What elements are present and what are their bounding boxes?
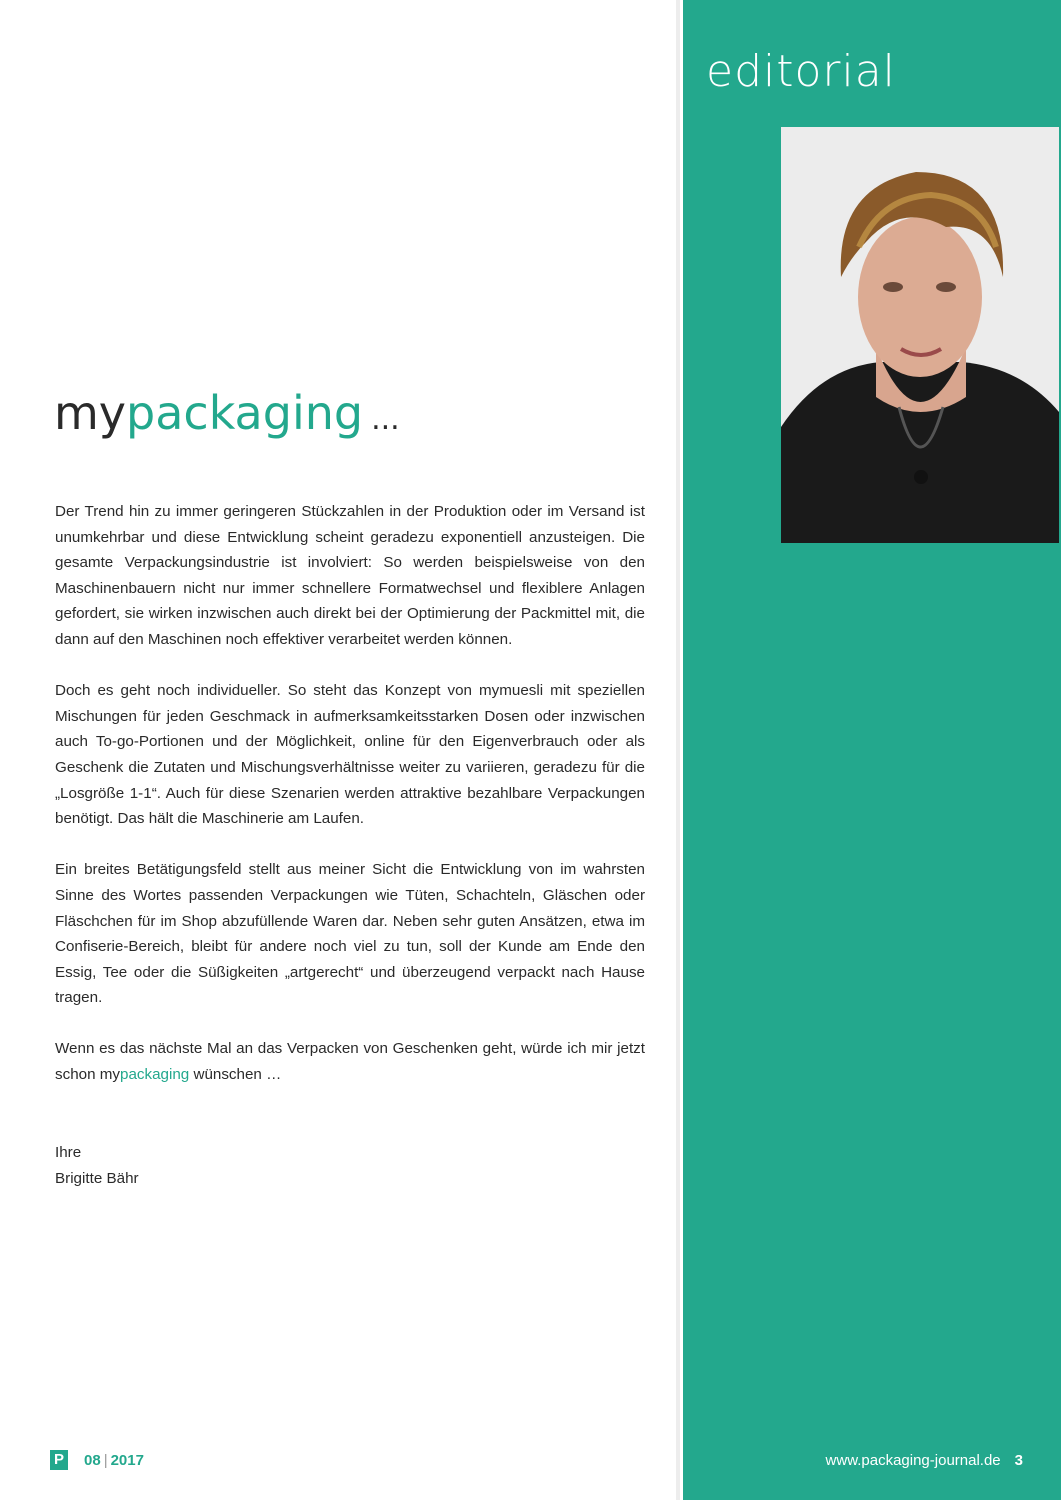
closing-end: wünschen …: [189, 1066, 282, 1084]
closing-text: Wenn es das nächste Mal an das Verpacken von Geschenken geht, würde ich mir jetzt schon my: [55, 1040, 645, 1084]
page-number: 3: [1014, 1452, 1023, 1469]
closing-paragraph: [55, 1036, 645, 1087]
footer-issue: [50, 1450, 144, 1470]
section-title: editorial: [706, 46, 896, 97]
article-body: [55, 499, 645, 1113]
signoff-greeting: Ihre: [55, 1144, 82, 1161]
page-divider: [676, 0, 680, 1500]
headline-accent: packaging: [126, 386, 364, 440]
website-link[interactable]: www.packaging-journal.de: [825, 1452, 1001, 1469]
closing-accent: packaging: [120, 1066, 190, 1084]
paragraph: Ein breites Betätigungsfeld stellt aus meiner Sicht die Entwicklung von im wahrsten Sinne des Wortes passenden Verpackungen wie Tüten, Schachteln, Gläschen oder Fläschchen für im Shop abzufüllende Waren dar. Neben sehr guten Ansätzen, etwa im Confiserie-Bereich, bleibt für andere noch viel zu tun, soll der Kunde am Ende den Essig, Tee oder die Süßigkeiten „artgerecht“ und überzeugend verpackt nach Hause tragen.: [55, 861, 645, 1007]
signoff: [55, 1140, 139, 1191]
footer-site: [826, 1452, 1023, 1469]
paragraph: Der Trend hin zu immer geringeren Stückzahlen in der Produktion oder im Versand ist unumkehrbar und diese Entwicklung scheint geradezu exponentiell anzusteigen. Die gesamte Verpackungsindustrie ist involviert: So werden beispielsweise von den Maschinenbauern nicht nur immer schnellere Formatwechsel und flexiblere Anlagen gefordert, sie wirken inzwischen auch direkt bei der Optimierung der Packmittel mit, die dann auf den Maschinen noch effektiver verarbeitet werden können.: [55, 503, 645, 648]
headline-prefix: my: [54, 386, 127, 440]
issue-separator: |: [103, 1451, 108, 1469]
article-headline: [54, 383, 400, 450]
issue-year: 2017: [110, 1451, 144, 1469]
author-name: Brigitte Bähr: [55, 1169, 139, 1187]
issue-month: 08: [84, 1451, 101, 1469]
paragraph: Doch es geht noch individueller. So steht das Konzept von mymuesli mit speziellen Mischungen für jeden Geschmack in aufmerksamkeitsstarken Dosen oder inzwischen auch To-go-Portionen und der Möglichkeit, online für den Eigenverbrauch oder als Geschenk die Zutaten und Mischungsverhältnisse weiter zu variieren, geradezu für die „Losgröße 1-1“. Auch für diese Szenarien werden attraktive bezahlbare Verpackungen benötigt. Das hält die Maschinerie am Laufen.: [55, 682, 645, 828]
journal-logo-icon: P: [50, 1450, 68, 1470]
headline-ellipsis: ...: [371, 402, 400, 437]
issue-number: [84, 1452, 144, 1469]
author-portrait: [781, 127, 1059, 543]
